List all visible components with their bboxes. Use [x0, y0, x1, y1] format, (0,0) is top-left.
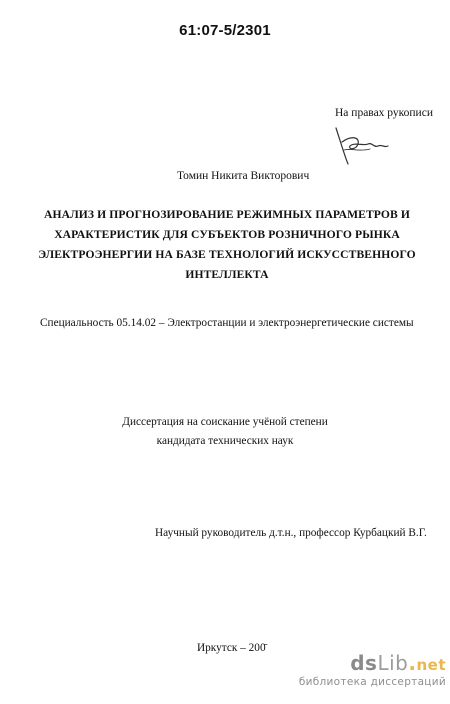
degree-line: Диссертация на соискание учёной степени — [122, 416, 328, 428]
watermark-logo — [268, 652, 446, 676]
logo-part: net — [416, 656, 446, 674]
degree-statement — [0, 413, 450, 451]
dslib-watermark — [268, 652, 446, 688]
title-line: ИНТЕЛЛЕКТА — [185, 268, 269, 281]
logo-part: Lib — [377, 651, 409, 675]
logo-part: ds — [350, 651, 378, 675]
manuscript-note: На правах рукописи — [335, 107, 433, 119]
logo-part: . — [408, 651, 417, 675]
title-line: АНАЛИЗ И ПРОГНОЗИРОВАНИЕ РЕЖИМНЫХ ПАРАМЕТРОВ И — [44, 208, 410, 221]
degree-line: кандидата технических наук — [156, 435, 294, 447]
dissertation-title — [38, 205, 416, 285]
author-name: Томин Никита Викторович — [177, 170, 310, 182]
title-line: ХАРАКТЕРИСТИК ДЛЯ СУБЪЕКТОВ РОЗНИЧНОГО РЫНКА — [54, 228, 400, 241]
document-number: 61:07-5/2301 — [179, 22, 271, 39]
signature-image — [330, 120, 390, 170]
place-year: Иркутск – 200̄ — [197, 642, 266, 654]
watermark-tagline: библиотека диссертаций — [298, 676, 446, 688]
supervisor-line: Научный руководитель д.т.н., профессор Курбацкий В.Г. — [155, 527, 427, 539]
specialty-line: Специальность 05.14.02 – Электростанции и электроэнергетические системы — [40, 317, 414, 329]
title-line: ЭЛЕКТРОЭНЕРГИИ НА БАЗЕ ТЕХНОЛОГИЙ ИСКУССТВЕННОГО — [38, 248, 416, 261]
